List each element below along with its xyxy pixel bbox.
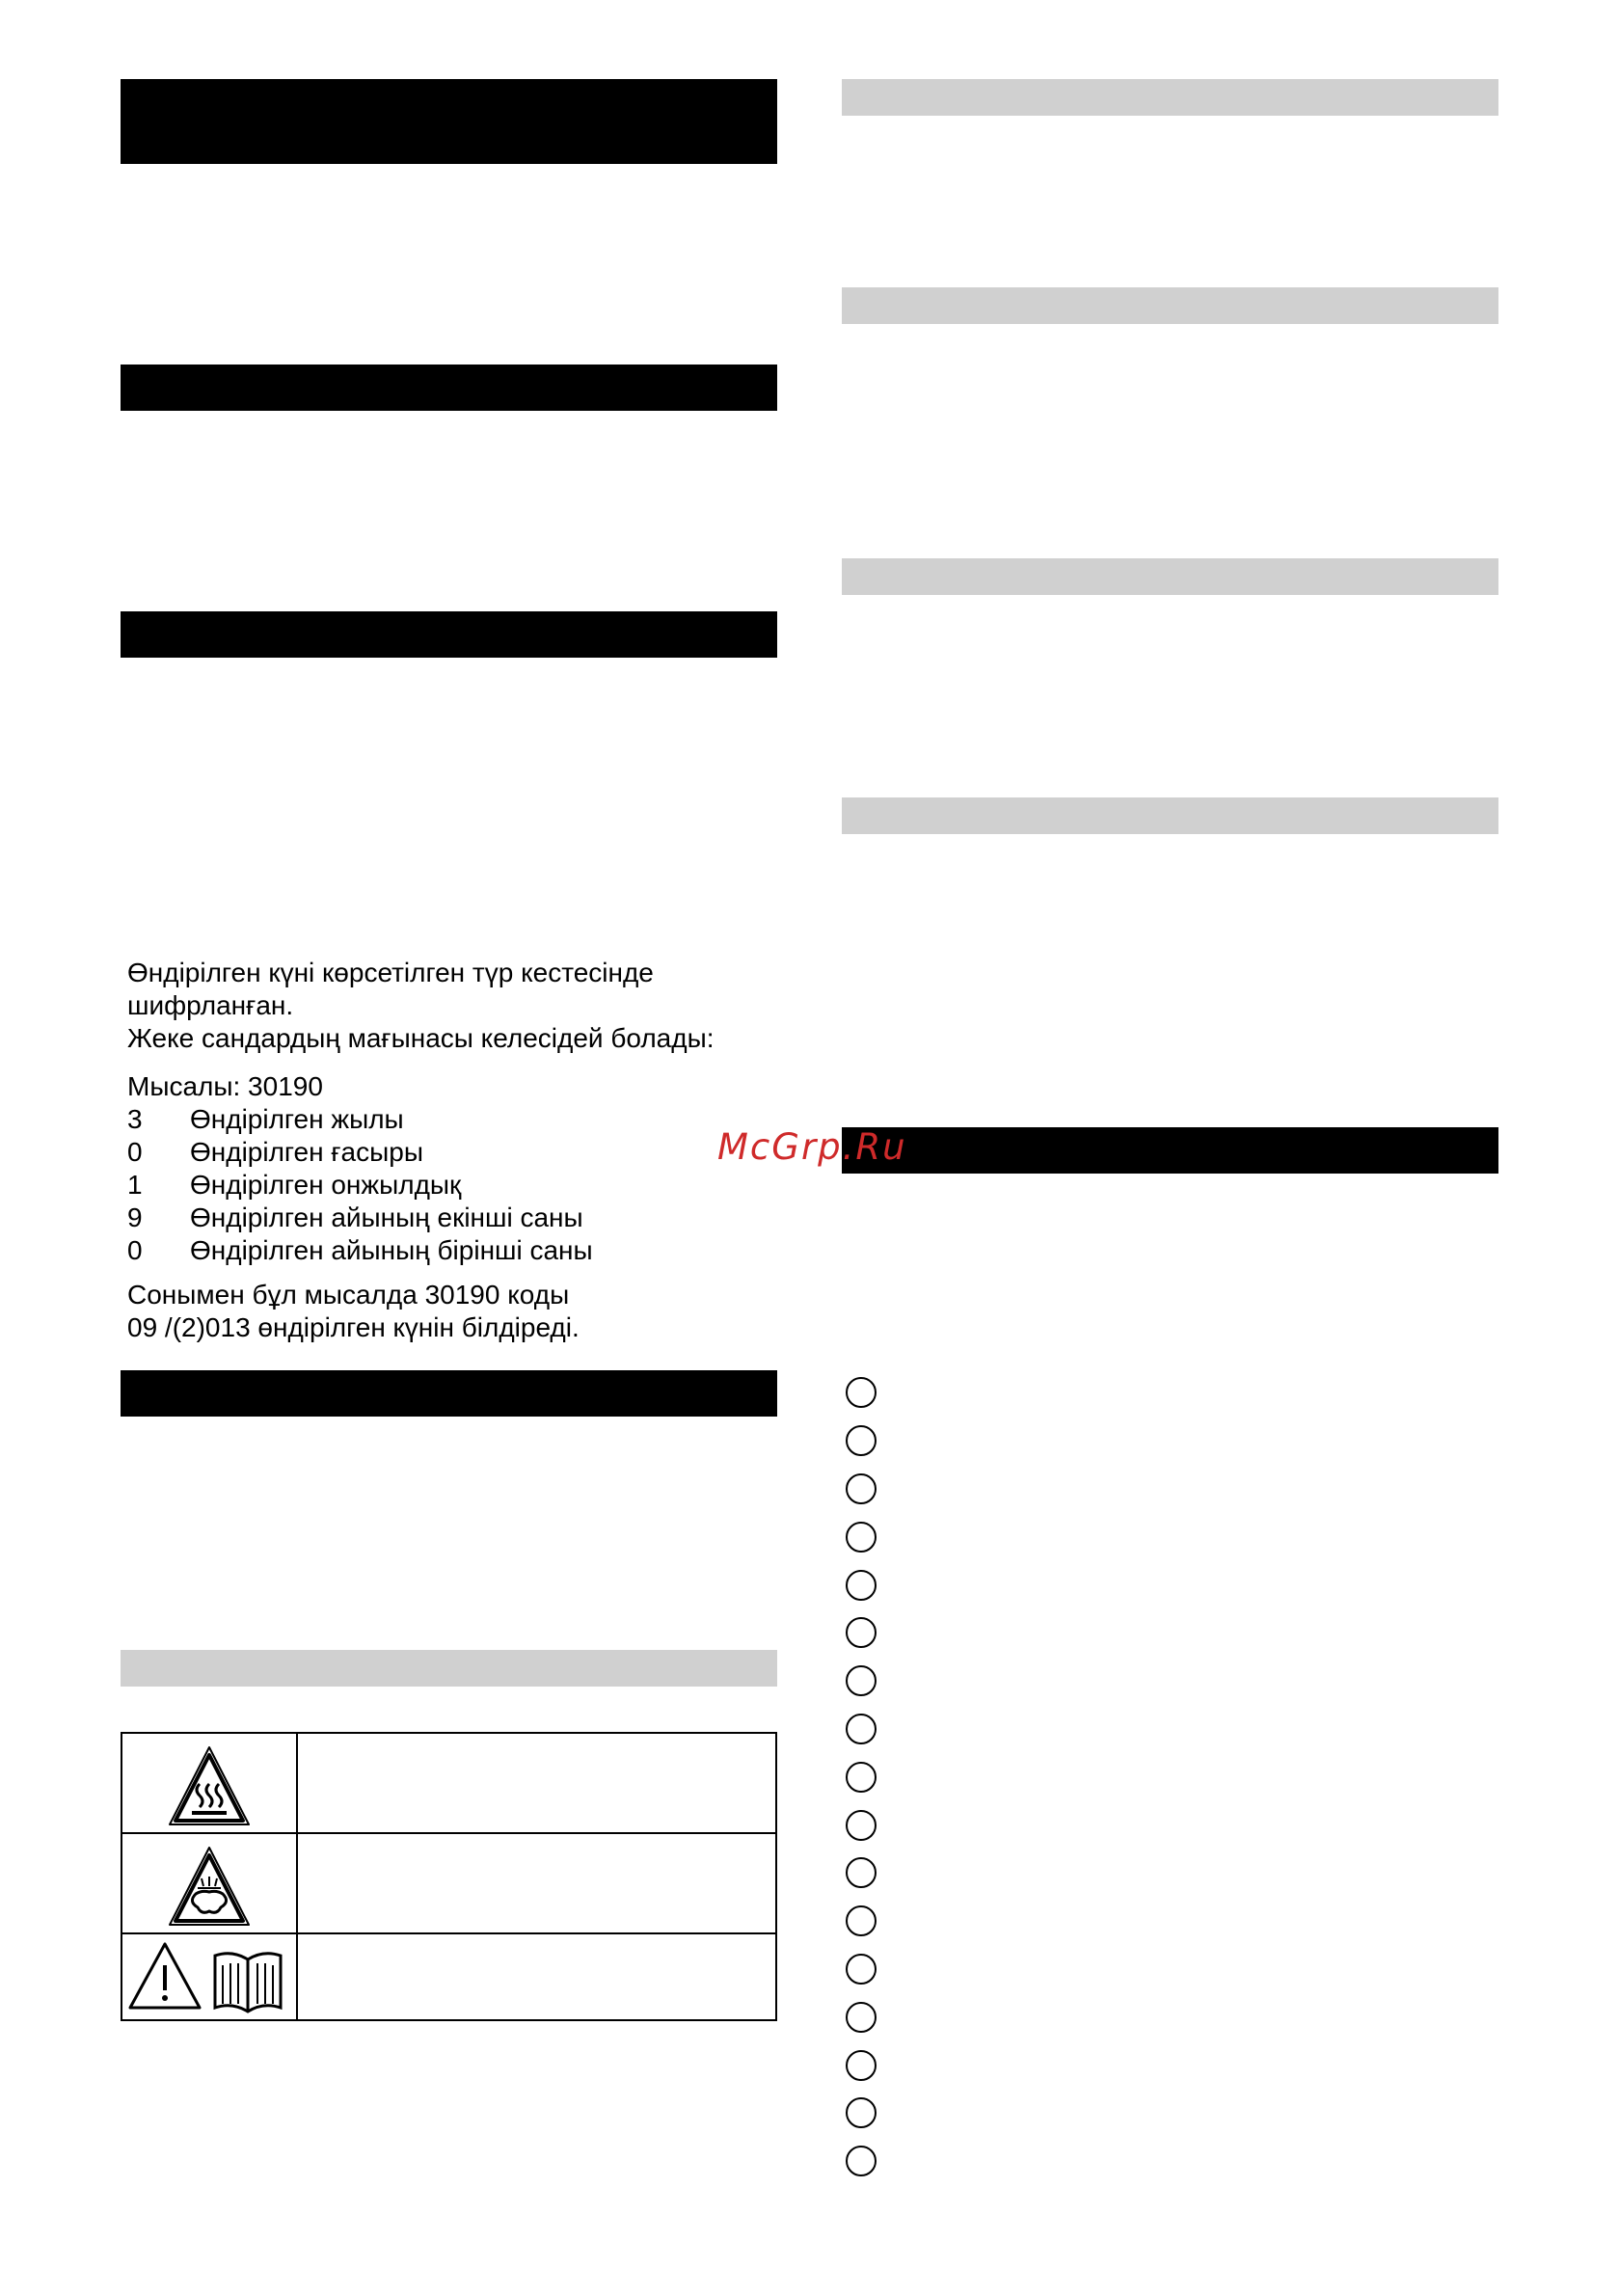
part-number-marker — [846, 1617, 877, 1648]
part-number-marker — [846, 1857, 877, 1888]
code-digit: 1 — [127, 1170, 143, 1200]
code-meaning: Өндірілген айының екінші саны — [190, 1202, 583, 1232]
intro-line: Жеке сандардың мағынасы келесідей болады: — [127, 1023, 715, 1053]
symbols-table — [121, 1732, 777, 2021]
list-item — [127, 1202, 706, 1234]
part-number-marker — [846, 1425, 877, 1456]
section-heading-bar — [121, 611, 777, 658]
part-number-marker — [846, 2050, 877, 2081]
section-heading-bar — [842, 1127, 1498, 1174]
manufacture-date-intro — [127, 957, 715, 1055]
intro-line: шифрланған. — [127, 990, 294, 1020]
table-row — [122, 1932, 775, 2019]
code-meaning: Өндірілген ғасыры — [190, 1137, 423, 1167]
part-number-marker — [846, 1522, 877, 1553]
manufacture-date-conclusion — [127, 1279, 580, 1344]
list-item — [127, 1234, 706, 1267]
part-number-marker — [846, 2146, 877, 2176]
warning-read-manual-icon — [122, 1932, 296, 2019]
hot-surface-warning-icon — [122, 1734, 296, 1832]
code-breakdown-list — [127, 1103, 706, 1267]
steam-warning-icon — [122, 1832, 296, 1932]
code-digit: 0 — [127, 1235, 143, 1265]
part-number-marker — [846, 1473, 877, 1504]
subsection-heading-bar — [842, 287, 1498, 324]
section-heading-bar — [121, 365, 777, 411]
part-number-marker — [846, 1810, 877, 1841]
part-number-marker — [846, 1377, 877, 1408]
example-label: Мысалы: 30190 — [127, 1071, 323, 1101]
symbol-cell — [122, 1734, 298, 1832]
subsection-heading-bar — [842, 79, 1498, 116]
list-item — [127, 1103, 706, 1136]
part-number-marker — [846, 1954, 877, 1985]
code-digit: 9 — [127, 1202, 143, 1232]
subsection-heading-bar — [121, 1650, 777, 1687]
list-item — [127, 1169, 706, 1202]
intro-line: Өндірілген күні көрсетілген түр кестесінде — [127, 958, 654, 987]
table-row — [122, 1734, 775, 1834]
table-row — [122, 1832, 775, 1934]
subsection-heading-bar — [842, 558, 1498, 595]
list-item — [127, 1136, 706, 1169]
code-digit: 3 — [127, 1104, 143, 1134]
code-meaning: Өндірілген онжылдық — [190, 1170, 462, 1200]
part-number-marker — [846, 1665, 877, 1696]
code-meaning: Өндірілген айының бірінші саны — [190, 1235, 593, 1265]
part-number-marker — [846, 1905, 877, 1936]
symbol-cell — [122, 1832, 298, 1932]
code-digit: 0 — [127, 1137, 143, 1167]
part-number-marker — [846, 2097, 877, 2128]
code-meaning: Өндірілген жылы — [190, 1104, 404, 1134]
title-bar — [121, 79, 777, 164]
watermark: McGrp.Ru — [717, 1126, 907, 1168]
part-number-marker — [846, 2002, 877, 2033]
symbol-cell — [122, 1932, 298, 2019]
part-number-marker — [846, 1570, 877, 1601]
conclusion-line: Сонымен бұл мысалда 30190 коды — [127, 1280, 570, 1310]
conclusion-line: 09 /(2)013 өндірілген күнін білдіреді. — [127, 1312, 580, 1342]
section-heading-bar — [121, 1370, 777, 1417]
part-number-marker — [846, 1762, 877, 1793]
subsection-heading-bar — [842, 797, 1498, 834]
part-number-marker — [846, 1714, 877, 1744]
